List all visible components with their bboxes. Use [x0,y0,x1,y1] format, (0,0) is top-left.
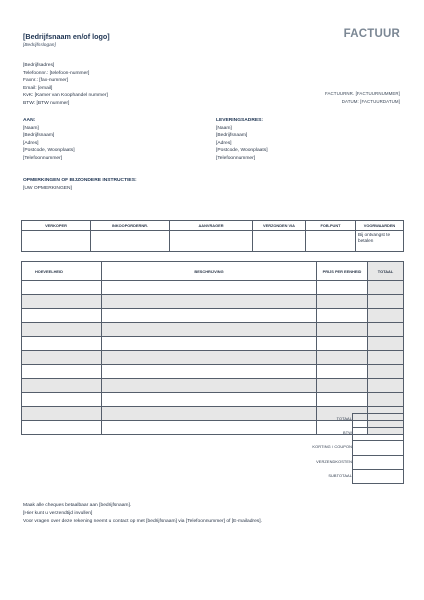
terms-cell[interactable]: Bij ontvangst te betalen [356,231,404,252]
footer-line: Maak alle cheques betaalbaar aan [bedrijfsnaam]. [23,503,132,508]
header-description: BESCHRIJVING [102,262,317,281]
table-row [22,365,404,379]
unit-price-cell[interactable] [317,281,368,295]
document-title: FACTUUR [343,28,400,40]
description-cell[interactable] [102,393,317,407]
footer-line: [Hier kunt u verzendtijd invullen] [23,511,93,517]
company-name: [Bedrijfsnaam en/of logo] [23,32,110,41]
bill-to-line: [Telefoonnummer] [23,155,63,161]
table-row [22,379,404,393]
fob-point-cell[interactable] [306,231,356,252]
summary-value-box[interactable] [352,441,404,455]
company-address [23,62,108,108]
order-header-row [22,221,404,231]
ship-to-heading: LEVERINGSADRES: [216,118,264,123]
total-cell [368,393,404,407]
ship-to-line: [Naam] [216,125,232,131]
summary-row-shipping [282,456,404,470]
table-row [22,295,404,309]
header-terms: VOORWAARDEN [356,221,404,231]
summary-row-total [282,413,404,427]
total-cell [368,295,404,309]
ship-to-line: [Bedrijfsnaam] [216,133,248,139]
qty-cell[interactable] [22,351,102,365]
summary-value-box [352,427,404,441]
header-quantity: HOEVEELHEID [22,262,102,281]
notes-heading: OPMERKINGEN OF BIJZONDERE INSTRUCTIES: [23,178,137,183]
unit-price-cell[interactable] [317,309,368,323]
qty-cell[interactable] [22,309,102,323]
unit-price-cell[interactable] [317,351,368,365]
qty-cell[interactable] [22,379,102,393]
header-shipped-via: VERZONDEN VIA [253,221,306,231]
total-cell [368,365,404,379]
description-cell[interactable] [102,281,317,295]
qty-cell[interactable] [22,421,102,435]
description-cell[interactable] [102,337,317,351]
header-requester: AANVRAGER [170,221,253,231]
description-cell[interactable] [102,295,317,309]
address-line: Email: [email] [23,85,53,91]
po-number-cell[interactable] [91,231,170,252]
footer-notes [23,502,262,527]
summary-value-box [352,413,404,428]
summary-label: TOTAAL [336,416,352,421]
bill-to-line: [Adres] [23,140,39,146]
ship-to-line: [Adres] [216,140,232,146]
invoice-date: DATUM: [FACTUURDATUM] [341,98,400,104]
bill-to-line: [Postcode, Woonplaats] [23,148,75,154]
invoice-meta [325,90,400,105]
total-cell [368,281,404,295]
address-line: KvK: [Kamer van Koophandel nummer] [23,93,108,99]
total-cell [368,309,404,323]
total-cell [368,323,404,337]
table-row [22,323,404,337]
header-salesperson: VERKOPER [22,221,91,231]
table-row [22,309,404,323]
invoice-number: FACTUURNR. [FACTUURNUMMER] [324,91,400,96]
header-po-number: INKOOPORDERNR. [91,221,170,231]
unit-price-cell[interactable] [317,295,368,309]
ship-to-block [216,117,268,163]
address-line: [Bedrijfsadres] [23,63,55,68]
summary-label: SUBTOTAAL [328,472,352,478]
bill-to-block [23,117,75,163]
table-row [22,393,404,407]
requester-cell[interactable] [170,231,253,252]
shipped-via-cell[interactable] [253,231,306,252]
qty-cell[interactable] [22,281,102,295]
notes-value[interactable]: [UW OPMERKINGEN] [23,186,72,191]
unit-price-cell[interactable] [317,379,368,393]
bill-to-line: [Naam] [23,125,39,131]
unit-price-cell[interactable] [317,365,368,379]
header-unit-price: PRIJS PER EENHEID [317,262,368,281]
summary-value-box[interactable] [352,456,404,470]
summary-block [282,413,404,484]
summary-label: VERZENDKOSTEN [316,458,352,464]
total-cell [368,337,404,351]
unit-price-cell[interactable] [317,323,368,337]
table-row [22,281,404,295]
qty-cell[interactable] [22,365,102,379]
total-cell [368,379,404,393]
qty-cell[interactable] [22,407,102,421]
summary-label: BTW [343,430,352,436]
address-line: BTW: [BTW nummer] [23,100,70,106]
line-items-table [21,261,404,435]
items-header-row [22,262,404,281]
header-fob-point: FOB-PUNT [306,221,356,231]
description-cell[interactable] [102,379,317,393]
salesperson-cell[interactable] [22,231,91,252]
summary-label: KORTING / COUPON [312,444,352,450]
qty-cell[interactable] [22,337,102,351]
order-info-table [21,220,404,252]
order-value-row [22,231,404,252]
bill-to-heading: AAN: [23,118,36,123]
total-cell [368,351,404,365]
address-line: Telefoonnr.: [telefoon-nummer] [23,70,90,76]
summary-row-discount [282,441,404,455]
unit-price-cell[interactable] [317,393,368,407]
description-cell[interactable] [102,365,317,379]
description-cell[interactable] [102,351,317,365]
address-line: Faxnr.: [fax-nummer] [23,78,69,84]
qty-cell[interactable] [22,295,102,309]
header-total: TOTAAL [368,262,404,281]
description-cell[interactable] [102,323,317,337]
summary-row-vat [282,427,404,441]
unit-price-cell[interactable] [317,337,368,351]
summary-row-subtotal [282,470,404,484]
ship-to-line: [Postcode, Woonplaats] [216,148,268,154]
summary-value-box [352,470,404,484]
qty-cell[interactable] [22,323,102,337]
footer-line: Voor vragen over deze rekening neemt u contact op met [bedrijfsnaam] via [Telefoonnummer] of [E-mailadres]. [23,519,262,525]
bill-to-line: [Bedrijfsnaam] [23,133,55,139]
qty-cell[interactable] [22,393,102,407]
company-slogan: [Bedrijfsslogan] [23,43,56,48]
description-cell[interactable] [102,309,317,323]
table-row [22,351,404,365]
table-row [22,337,404,351]
ship-to-line: [Telefoonnummer] [216,155,256,161]
